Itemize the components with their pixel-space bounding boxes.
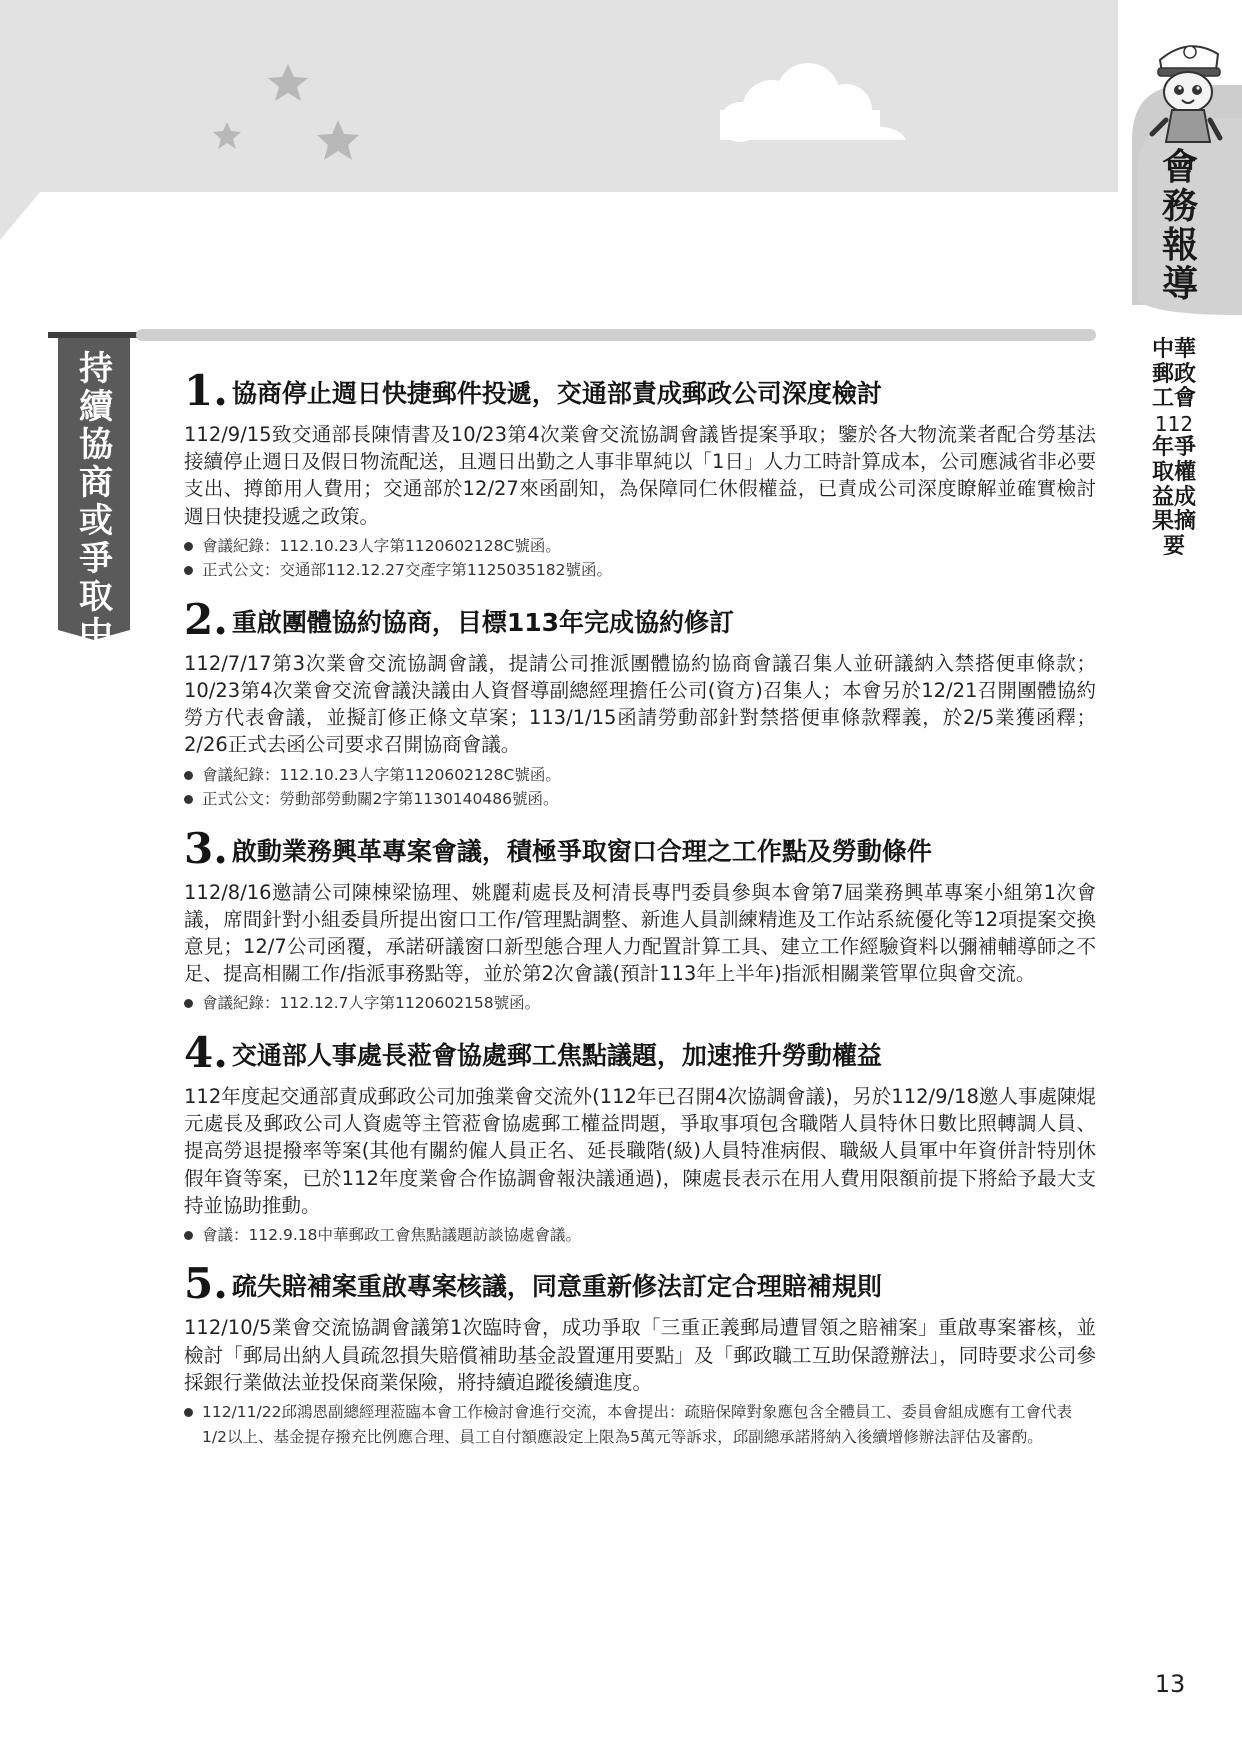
notes-list [184, 1400, 1096, 1449]
main-content [184, 366, 1096, 1467]
section-title-text: 重啟團體協約協商，目標113年完成協約修訂 [231, 607, 735, 637]
section-title [184, 594, 1096, 644]
banner-label: 持續協商或爭取中 [79, 349, 113, 655]
note-text: 112/11/22邱鴻恩副總經理蒞臨本會工作檢討會進行交流，本會提出：疏賠保障對象應包含全體員工、委員會組成應有工會代表1/2以上、基金提存撥充比例應合理、員工自付額應設定上限為5萬元等訴求，邱副總承諾將納入後續增修辦法評估及審酌。 [202, 1403, 1072, 1446]
section-4 [184, 1027, 1096, 1248]
bullet-icon [184, 771, 193, 780]
section-title [184, 823, 1096, 873]
section-body: 112/7/17第3次業會交流協調會議，提請公司推派團體協約協商會議召集人並研議納入禁搭便車條款；10/23第4次業會交流會議決議由人資督導副總經理擔任公司(資方)召集人；本會另於12/21召開團體協約勞方代表會議，並擬訂修正條文草案；113/1/15函請勞動部針對禁搭便車條款釋義，於2/5業獲函釋；2/26正式去函公司要求召開協商會議。 [184, 651, 1096, 757]
note-text: 會議紀錄：112.12.7人字第1120602158號函。 [202, 994, 541, 1013]
side-tab-subtitle [1152, 338, 1196, 559]
section-5 [184, 1259, 1096, 1449]
section-title-text: 協商停止週日快捷郵件投遞，交通部責成郵政公司深度檢討 [231, 379, 882, 408]
notes-list [184, 534, 1096, 583]
side-subtitle-post: 年爭取權益成果摘要 [1152, 435, 1197, 559]
list-item [184, 991, 1096, 1016]
section-number: 1. [184, 366, 228, 415]
section-title [184, 1027, 1096, 1077]
bullet-icon [184, 795, 193, 804]
note-text: 正式公文：交通部112.12.27交產字第1125035182號函。 [202, 561, 613, 580]
bullet-icon [184, 566, 193, 575]
section-title-text: 交通部人事處長蒞會協處郵工焦點議題，加速推升勞動權益 [231, 1040, 882, 1070]
bullet-icon [184, 1231, 193, 1240]
list-item [184, 763, 1096, 788]
section-number: 4. [184, 1027, 228, 1077]
section-body: 112/8/16邀請公司陳棟梁協理、姚麗莉處長及柯清長專門委員參與本會第7屆業務興革專案小組第1次會議，席間針對小組委員所提出窗口工作/管理點調整、新進人員訓練精進及工作站系統優化等12項提案交換意見；12/7公司函覆，承諾研議窗口新型態合理人力配置計算工具、建立工作經驗資料以彌補輔導師之不足、提高相關工作/指派事務點等，並於第2次會議(預計113年上半年)指派相關業管單位與會交流。 [184, 880, 1096, 986]
bullet-icon [184, 1408, 193, 1417]
section-number: 3. [184, 823, 228, 873]
bullet-icon [184, 542, 193, 551]
section-3 [184, 823, 1096, 1016]
note-text: 會議紀錄：112.10.23人字第1120602128C號函。 [202, 536, 561, 555]
divider-bar [136, 329, 1096, 341]
page-number: 13 [1154, 1670, 1186, 1698]
section-body: 112年度起交通部責成郵政公司加強業會交流外(112年已召開4次協調會議)，另於112/9/18邀人事處陳焜元處長及郵政公司人資處等主管蒞會協處郵工權益問題，爭取事項包含職階人員特休日數比照轉調人員、提高勞退提撥率等案(其他有關約僱人員正名、延長職階(級)人員特准病假、職級人員軍中年資併計特別休假年資等案，已於112年度業會合作協調會報決議通過)，陳處長表示在用人費用限額前提下將給予最大支持並協助推動。 [184, 1084, 1096, 1217]
notes-list [184, 991, 1096, 1016]
list-item [184, 1400, 1096, 1449]
section-title [184, 366, 1096, 415]
side-subtitle-year: 112 [1154, 411, 1194, 436]
section-1 [184, 366, 1096, 583]
section-title-text: 啟動業務興革專案會議，積極爭取窗口合理之工作點及勞動條件 [231, 836, 932, 866]
list-item [184, 1223, 1096, 1248]
notes-list [184, 1223, 1096, 1248]
section-body: 112/9/15致交通部長陳情書及10/23第4次業會交流協調會議皆提案爭取；鑒於各大物流業者配合勞基法接續停止週日及假日物流配送，且週日出勤之人事非單純以「1日」人力工時計算成本，公司應減省非必要支出、撙節用人費用；交通部於12/27來函副知，為保障同仁休假權益，已責成公司深度瞭解並確實檢討週日快捷投遞之政策。 [184, 423, 1096, 528]
note-text: 會議：112.9.18中華郵政工會焦點議題訪談協處會議。 [202, 1225, 582, 1244]
list-item [184, 787, 1096, 812]
bullet-icon [184, 999, 193, 1008]
section-number: 5. [184, 1259, 228, 1309]
list-item [184, 558, 1096, 583]
section-title-text: 疏失賠補案重啟專案核議，同意重新修法訂定合理賠補規則 [231, 1272, 882, 1302]
section-number: 2. [184, 594, 228, 644]
note-text: 正式公文：勞動部勞動關2字第1130140486號函。 [202, 790, 559, 809]
section-2 [184, 594, 1096, 812]
section-body: 112/10/5業會交流協調會議第1次臨時會，成功爭取「三重正義郵局遭冒領之賠補案」重啟專案審核，並檢討「郵局出納人員疏忽損失賠償補助基金設置運用要點」及「郵政職工互助保證辦法」，同時要求公司參採銀行業做法並投保商業保險，將持續追蹤後續進度。 [184, 1316, 1096, 1394]
mascot-icon [1138, 30, 1238, 150]
side-tab-title: 會務報導 [1161, 146, 1198, 305]
side-subtitle-pre: 中華郵政工會 [1152, 337, 1197, 412]
notes-list [184, 763, 1096, 812]
note-text: 會議紀錄：112.10.23人字第1120602128C號函。 [202, 765, 561, 784]
section-title [184, 1259, 1096, 1309]
list-item [184, 534, 1096, 559]
header-background [0, 0, 1242, 330]
header-gray-panel [0, 0, 1118, 240]
